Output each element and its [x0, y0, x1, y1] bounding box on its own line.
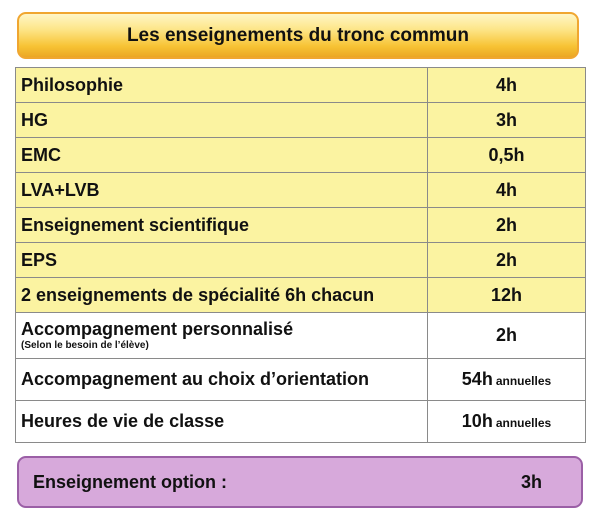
hours-cell: 0,5h — [428, 138, 586, 173]
subject-label: Accompagnement personnalisé — [21, 319, 294, 339]
table-title: Les enseignements du tronc commun — [126, 24, 470, 46]
subject-cell: EPS — [16, 243, 428, 278]
schedule-table — [15, 67, 586, 443]
option-label: Enseignement option : — [33, 472, 228, 492]
subject-cell: 2 enseignements de spécialité 6h chacun — [16, 278, 428, 313]
table-row — [16, 138, 586, 173]
table-title-banner — [17, 12, 579, 59]
hours-cell: 2h — [428, 243, 586, 278]
subject-cell: LVA+LVB — [16, 173, 428, 208]
hours-value: 10h — [461, 411, 493, 431]
hours-cell: 4h — [428, 68, 586, 103]
table-row — [16, 68, 586, 103]
hours-value: 54h — [461, 369, 493, 389]
subject-cell: Accompagnement au choix d’orientation — [16, 359, 428, 401]
hours-cell — [428, 401, 586, 443]
table-row — [16, 359, 586, 401]
subject-cell — [16, 313, 428, 359]
hours-cell: 2h — [428, 208, 586, 243]
option-banner — [17, 456, 583, 508]
table-row — [16, 208, 586, 243]
subject-cell: EMC — [16, 138, 428, 173]
table-row — [16, 173, 586, 208]
subject-cell: Philosophie — [16, 68, 428, 103]
subject-note: (Selon le besoin de l’élève) — [21, 340, 149, 351]
table-row — [16, 243, 586, 278]
option-hours: 3h — [521, 472, 543, 492]
subject-cell: Enseignement scientifique — [16, 208, 428, 243]
table-row — [16, 401, 586, 443]
hours-cell — [428, 359, 586, 401]
hours-unit: annuelles — [495, 416, 552, 430]
subject-cell: Heures de vie de classe — [16, 401, 428, 443]
hours-cell: 2h — [428, 313, 586, 359]
hours-cell: 4h — [428, 173, 586, 208]
hours-cell: 3h — [428, 103, 586, 138]
hours-unit: annuelles — [495, 374, 552, 388]
hours-cell: 12h — [428, 278, 586, 313]
table-row — [16, 103, 586, 138]
table-row — [16, 278, 586, 313]
table-row — [16, 313, 586, 359]
subject-cell: HG — [16, 103, 428, 138]
